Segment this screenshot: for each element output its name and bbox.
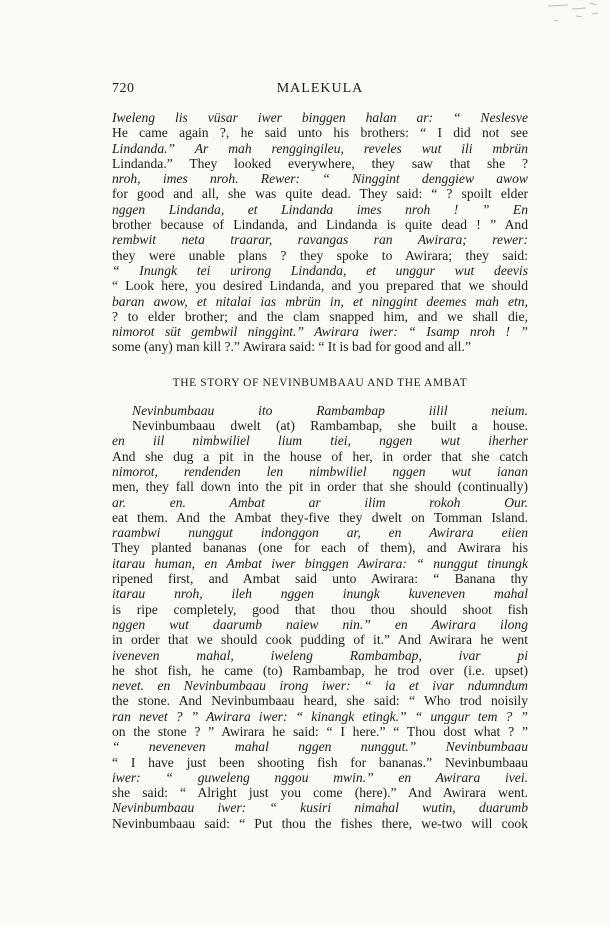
translation-line: she said: “ Alright just you come (here).” And Awirara went. [112,785,528,801]
native-line: raambwi nunggut indonggon ar, en Awirara eiien [112,525,528,541]
interlinear-text-part-1 [112,110,528,355]
native-line: “ Inungk tei urirong Lindanda, et unggur wut deevis [112,262,528,278]
translation-line: is ripe completely, good that thou thou should shoot fish [112,601,528,617]
native-line: en iil nimbwiliel lium tiei, nggen wut iherher [112,433,528,449]
translation-line: ? to elder brother; and the clam snapped him, and we shall die, [112,308,528,324]
native-line: ran nevet ? ” Awirara iwer: “ kinangk etingk.” “ unggur tem ? ” [112,708,528,724]
translation-line: Lindanda.” They looked everywhere, they saw that she ? [112,155,528,171]
native-line: Nevinbumbaau ito Rambambap iilil neium. [132,402,528,418]
native-line: “ neveneven mahal nggen nunggut.” Nevinbumbaau [112,739,528,755]
translation-line: eat them. And the Ambat they-five they dwelt on Tomman Island. [112,509,528,525]
native-line: nroh, imes nroh. Rewer: “ Ninggint denggiew awow [112,171,528,187]
translation-line: some (any) man kill ?.” Awirara said: “ It is bad for good and all.” [112,339,471,355]
page-edge-marks [546,0,606,40]
translation-line: He came again ?, he said unto his brothers: “ I did not see [112,125,528,141]
translation-line: Nevinbumbaau dwelt (at) Rambambap, she built a house. [132,418,528,434]
native-line: iwer: “ guweleng nggou mwin.” en Awirara ivei. [112,769,528,785]
native-line: Lindanda.” Ar mah renggingileu, reveles wut ili mbrün [112,140,528,156]
translation-line: Nevinbumbaau said: “ Put thou the fishes there, we-two will cook [112,815,528,831]
interlinear-text-part-2 [112,403,528,831]
native-line: iveneven mahal, iweleng Rambambap, ivar pi [112,647,528,663]
native-line: nevet. en Nevinbumbaau irong iwer: “ ia et ivar ndumndum [112,678,528,694]
document-page [112,81,528,831]
native-line: itarau human, en Ambat iwer binggen Awirara: “ nunggut tinungk [112,555,528,571]
native-line: nggen wut daarumb naiew nin.” en Awirara ilong [112,616,528,632]
native-line: Nevinbumbaau iwer: “ kusiri nimahal wutin, duarumb [112,800,528,816]
translation-line: “ I have just been shooting fish for bananas.” Nevinbumbaau [112,754,528,770]
native-line: rembwit neta traarar, ravangas ran Awirara; rewer: [112,232,528,248]
native-line: Iweleng lis vüsar iwer binggen halan ar: “ Neslesve [112,110,528,125]
translation-line: ripened first, and Ambat said unto Awirara: “ Banana thy [112,571,528,587]
native-line: baran awow, et nitalai ias mbrün in, et ninggint deemes mah etn, [112,293,528,309]
native-line: ar. en. Ambat ar ilim rokoh Our. [112,494,528,510]
native-line: nimorot, rendenden len nimbwiliel nggen wut ianan [112,463,528,479]
translation-line: men, they fall down into the pit in order that she should (continually) [112,479,528,495]
native-line: itarau nroh, ileh nggen inungk kuveneven mahal [112,586,528,602]
translation-line: for good and all, she was quite dead. They said: “ ? spoilt elder [112,186,528,202]
translation-line: brother because of Lindanda, and Lindanda is quite dead ! ” And [112,217,528,233]
translation-line: And she dug a pit in the house of her, in order that she catch [112,448,528,464]
translation-line: They planted bananas (one for each of them), and Awirara his [112,540,528,556]
translation-line: they were unable plans ? they spoke to Awirara; they said: [112,247,528,263]
page-number: 720 [112,81,135,96]
translation-line: on the stone ? ” Awirara he said: “ I here.” “ Thou dost what ? ” [112,723,528,739]
translation-line: “ Look here, you desired Lindanda, and you prepared that we should [112,278,528,294]
translation-line: he shot fish, he came (to) Rambambap, he trod over (i.e. upset) [112,662,528,678]
section-heading: THE STORY OF NEVINBUMBAAU AND THE AMBAT [172,376,468,389]
translation-line: in order that we should cook pudding of it.” And Awirara he went [112,632,528,648]
native-line: nggen Lindanda, et Lindanda imes nroh ! ” En [112,201,528,217]
page-header [112,81,528,105]
native-line: nimorot süt gembwil ninggint.” Awirara iwer: “ Isamp nroh ! ” [112,324,528,340]
translation-line: the stone. And Nevinbumbaau heard, she said: “ Who trod noisily [112,693,528,709]
running-head: MALEKULA [276,81,364,96]
